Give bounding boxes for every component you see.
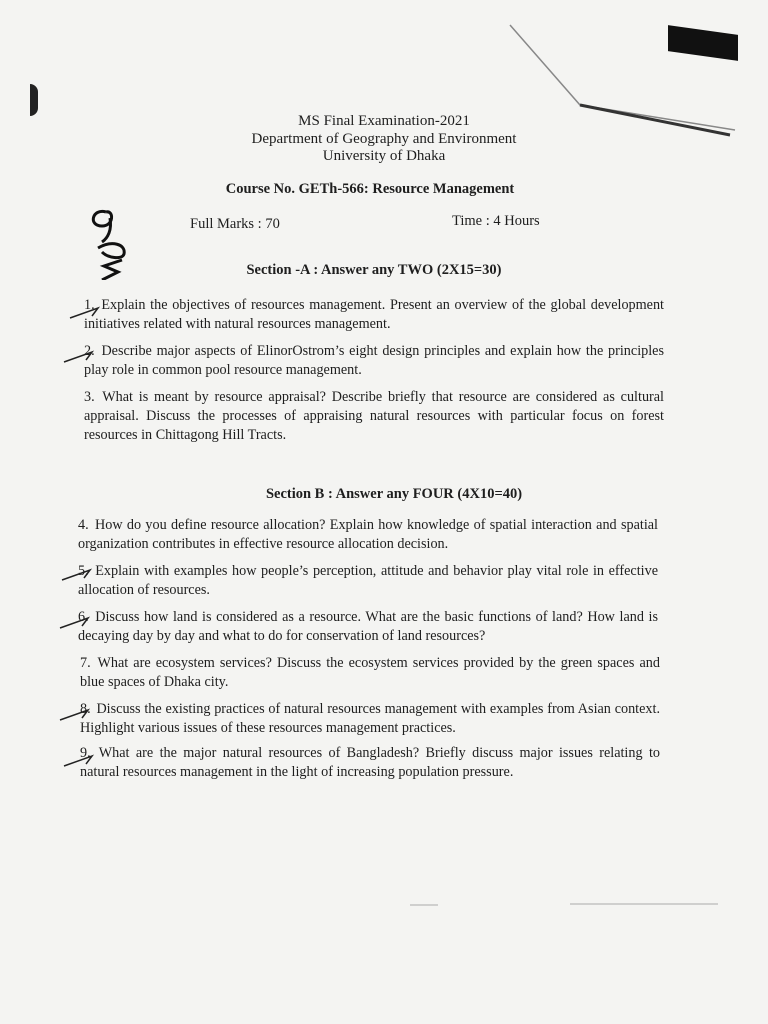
question-number: 8. <box>80 701 91 717</box>
question-text: Discuss how land is considered as a resource. What are the basic functions of land? How land is decaying day by day and what to do for conservation of land resources? <box>78 609 659 644</box>
full-marks: Full Marks : 70 <box>190 216 280 232</box>
exam-time: Time : 4 Hours <box>452 213 540 229</box>
section-b-title: Section B : Answer any FOUR (4X10=40) <box>265 486 523 502</box>
question-8 <box>80 700 660 738</box>
question-number: 3. <box>84 389 95 405</box>
question-3 <box>84 388 664 445</box>
question-number: 4. <box>78 517 89 533</box>
question-text: Describe major aspects of ElinorOstrom’s eight design principles and explain how the principles play role in common pool resource management. <box>84 343 664 378</box>
question-text: What are the major natural resources of Bangladesh? Briefly discuss major issues relating to natural resources management in the light of increasing population pressure. <box>80 745 660 780</box>
question-number: 9. <box>80 745 91 761</box>
question-number: 1. <box>84 297 95 313</box>
question-text: What is meant by resource appraisal? Describe briefly that resource are considered as cultural appraisal. Discuss the processes of appraising natural resources with particular focus on forest resources in Chittagong Hill Tracts. <box>84 389 665 443</box>
question-7 <box>80 654 660 692</box>
question-number: 6. <box>78 609 89 625</box>
question-text: Explain with examples how people’s perception, attitude and behavior play vital role in effective allocation of resources. <box>78 563 658 598</box>
question-1 <box>84 296 664 334</box>
question-text: What are ecosystem services? Discuss the ecosystem services provided by the green spaces and blue spaces of Dhaka city. <box>80 655 660 690</box>
question-text: How do you define resource allocation? Explain how knowledge of spatial interaction and spatial organization contributes in effective resource allocation decision. <box>78 517 659 552</box>
department-name: Department of Geography and Environment <box>251 131 517 147</box>
question-4 <box>78 516 658 554</box>
scan-edge-mark <box>30 84 38 116</box>
question-number: 2. <box>84 343 95 359</box>
question-number: 5. <box>78 563 89 579</box>
question-9 <box>80 744 660 782</box>
question-number: 7. <box>80 655 91 671</box>
question-6 <box>78 608 658 646</box>
question-text: Discuss the existing practices of natural resources management with examples from Asian context. Highlight various issues of these resources management practices. <box>80 701 660 736</box>
university-name: University of Dhaka <box>322 148 446 164</box>
footer-rule <box>410 900 720 910</box>
section-a-title: Section -A : Answer any TWO (2X15=30) <box>246 262 502 278</box>
question-2 <box>84 342 664 380</box>
course-title: Course No. GETh-566: Resource Management <box>225 181 515 197</box>
exam-title: MS Final Examination-2021 <box>298 113 470 129</box>
question-text: Explain the objectives of resources management. Present an overview of the global development initiatives related with natural resources management. <box>84 297 665 332</box>
question-5 <box>78 562 658 600</box>
